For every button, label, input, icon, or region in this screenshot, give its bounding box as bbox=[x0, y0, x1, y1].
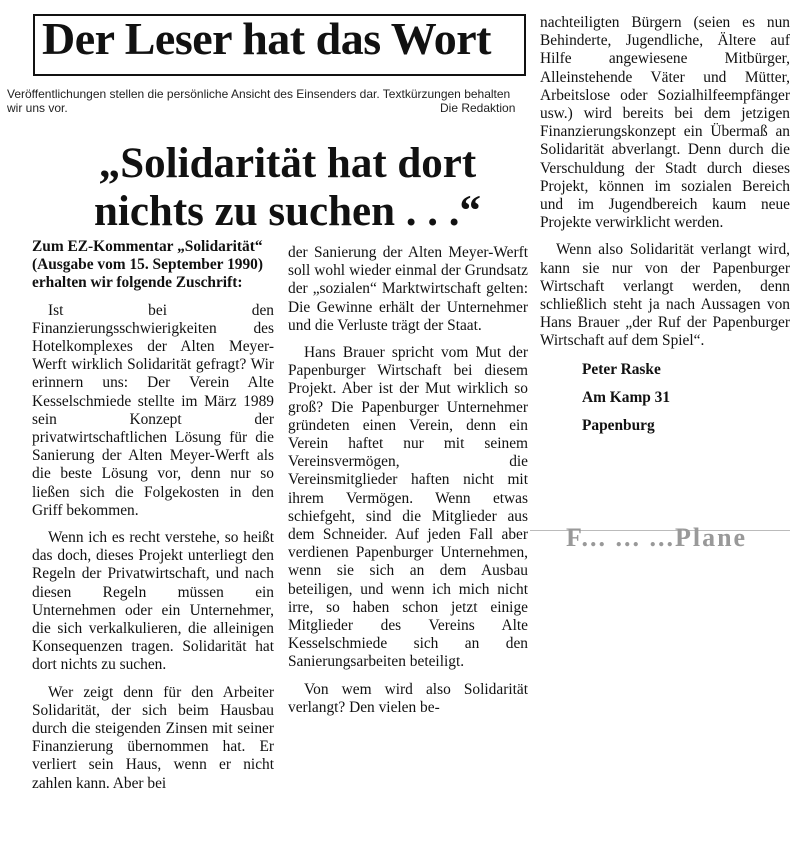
article-column-1 bbox=[32, 238, 274, 793]
rubric-title: Der Leser hat das Wort bbox=[42, 13, 491, 64]
signature-name: Peter Raske bbox=[582, 360, 661, 378]
paragraph: nachteiligten Bürgern (seien es nun Behinderte, Jugendliche, Ältere auf Hilfe angewiesene Mitbürger, Alleinstehende Väter und Mütter, Arbeitslose oder Sozialhilfeempfänger usw.) wird bereits bei dem jetzigen Finanzierungskonzept ein Übermaß an Solidarität abverlangt. Denn durch die Verschuldung der Stadt durch dieses Projekt, können im sozialen Bereich und im Jugendbereich kaum neue Projekte verwirklicht werden. bbox=[540, 14, 790, 232]
article-column-3 bbox=[540, 14, 790, 444]
redaktion-note: Die Redaktion bbox=[440, 101, 516, 115]
paragraph: Wenn ich es recht verstehe, so heißt das doch, dieses Projekt unterliegt den Regeln der Privatwirtschaft, und nach diesen Regeln müssen ein Unternehmen oder ein Unternehmer, die sich verkalkulieren, die alleinigen Konsequenzen tragen. Solidarität hat dort nichts zu suchen. bbox=[32, 529, 274, 674]
next-article-fragment: F... ... ...Plane bbox=[566, 523, 748, 547]
paragraph: Wenn also Solidarität verlangt wird, kann sie nur von der Papenburger Wirtschaft verlangt werden, denn schließlich steht ja nach Aussagen von Hans Brauer „der Ruf der Papenburger Wirtschaft auf dem Spiel“. bbox=[540, 241, 790, 350]
signature-block bbox=[540, 360, 790, 435]
headline-line-2: nichts zu suchen . . .“ bbox=[93, 188, 482, 235]
article-headline bbox=[40, 140, 535, 236]
paragraph: Von wem wird also Solidarität verlangt? Den vielen be- bbox=[288, 680, 528, 716]
signature-city: Papenburg bbox=[582, 416, 655, 434]
paragraph: Hans Brauer spricht vom Mut der Papenburger Wirtschaft bei diesem Projekt. Aber ist der Mut wirklich so groß? Die Papenburger Unternehmer gründeten einen Verein, denn ein Verein haftet nur mit seinem Vereinsvermögen, die Vereinsmitglieder haften nicht mit ihrem Vermögen. Wenn etwas schiefgeht, sind die Mitglieder aus dem Schneider. Auf jeden Fall aber verdienen Papenburger Unternehmen, wenn sie sich an dem Ausbau beteiligen, und wenn ich mich nicht irre, so haben schon jetzt einige Mitglieder des Vereins Alte Kesselschmiede sich an den Sanierungsarbeiten beteiligt. bbox=[288, 344, 528, 671]
headline-line-1: „Solidarität hat dort bbox=[98, 140, 477, 187]
signature-street: Am Kamp 31 bbox=[582, 388, 671, 406]
paragraph: Ist bei den Finanzierungsschwierigkeiten des Hotelkomplexes der Alten Meyer-Werft wirklich Solidarität gefragt? Wir erinnern uns: Der Verein Alte Kesselschmiede stellte im März 1989 sein Konzept der privatwirtschaftlichen Lösung für die Sanierung der Alten Meyer-Werft als die beste Lösung vor, denn nur so ließen sich die Folgekosten in den Griff bekommen. bbox=[32, 301, 274, 519]
disclaimer-text: Veröffentlichungen stellen die persönliche Ansicht des Einsenders dar. Textkürzungen behalten wir uns vor. bbox=[7, 87, 511, 115]
paragraph: Wer zeigt denn für den Arbeiter Solidarität, der sich beim Hausbau durch die steigenden Zinsen mit seiner Finanzierung übernommen hat. Er verliert sein Haus, wenn er nicht zahlen kann. Aber bei bbox=[32, 683, 274, 792]
article-intro: Zum EZ-Kommentar „Solidarität“ (Ausgabe vom 15. September 1990) erhalten wir folgende Zuschrift: bbox=[32, 238, 263, 292]
article-column-2 bbox=[288, 244, 528, 717]
paragraph: der Sanierung der Alten Meyer-Werft soll wohl wieder einmal der Grundsatz der „sozialen“ Marktwirtschaft gelten: Die Gewinne erhält der Unternehmer und die Verluste trägt der Staat. bbox=[288, 244, 528, 334]
